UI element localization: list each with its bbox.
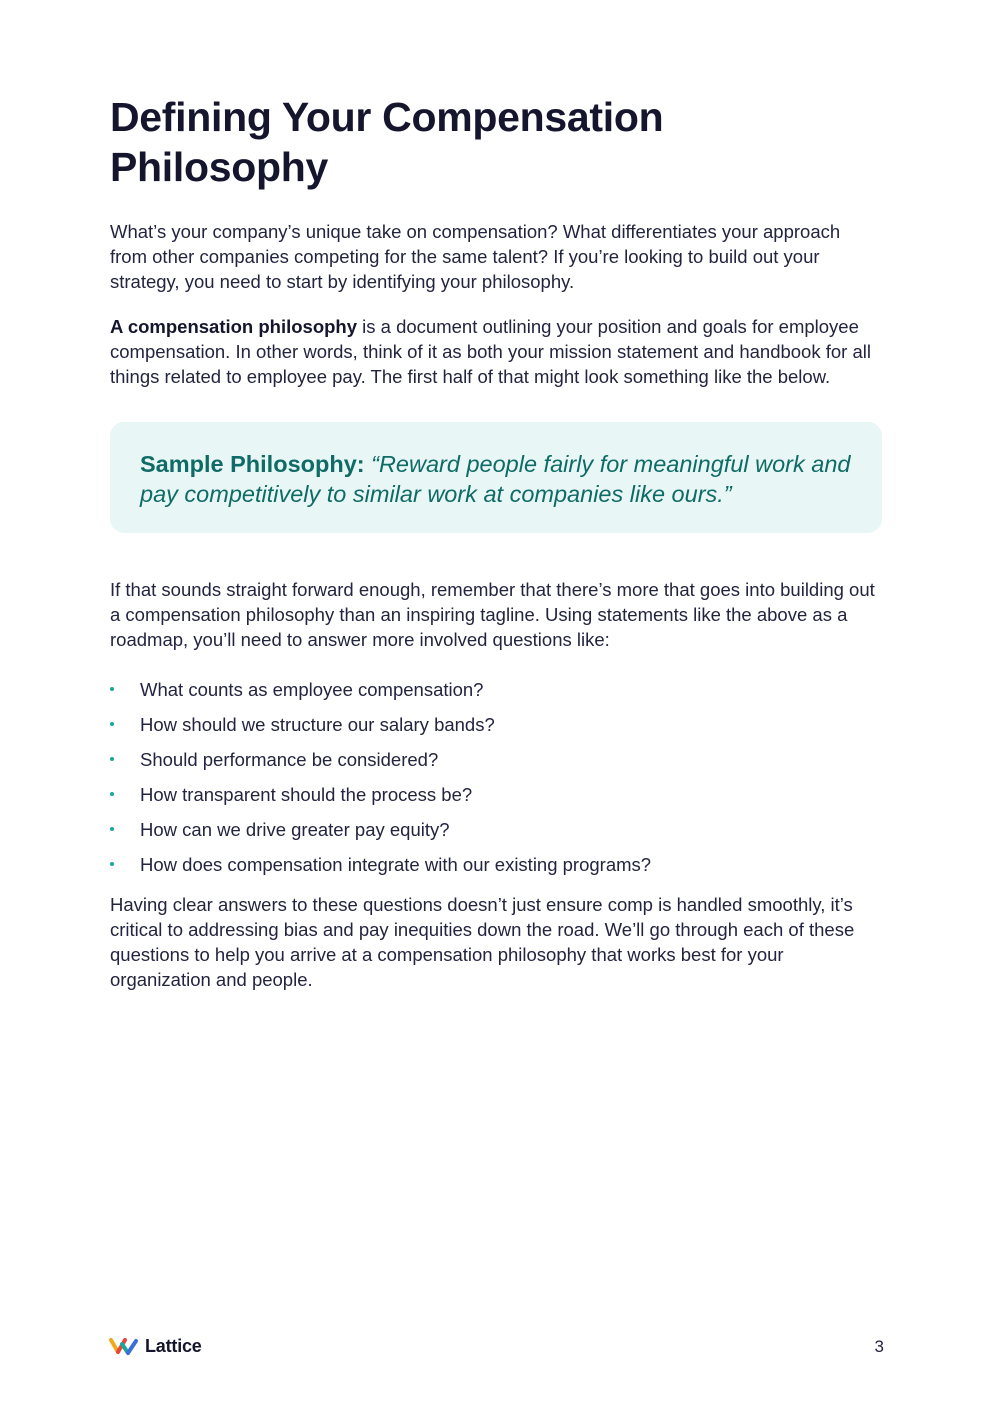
bullet-icon <box>110 862 114 866</box>
footer-logo <box>109 1334 202 1358</box>
question-text: How should we structure our salary bands? <box>140 714 495 735</box>
bullet-icon <box>110 687 114 691</box>
bullet-icon <box>110 827 114 831</box>
bullet-icon <box>110 757 114 761</box>
question-text: How can we drive greater pay equity? <box>140 819 450 840</box>
sample-philosophy-callout <box>110 422 882 533</box>
bullet-icon <box>110 722 114 726</box>
page-number: 3 <box>874 1337 884 1356</box>
list-item <box>110 712 882 737</box>
definition-text: is a document outlining your position and goals for employee compensation. In other words, think of it as both your mission statement and handbook for all things related to employee pay. The first half of that might look something like the below. <box>110 316 871 387</box>
page-title: Defining Your Compensation Philosophy <box>110 94 664 190</box>
definition-paragraph <box>110 314 882 389</box>
list-item <box>110 747 882 772</box>
brand-wordmark: Lattice <box>145 1335 202 1356</box>
question-text: How transparent should the process be? <box>140 784 473 805</box>
list-item <box>110 852 882 877</box>
document-page <box>110 92 882 992</box>
definition-term: A compensation philosophy <box>110 316 358 337</box>
question-text: What counts as employee compensation? <box>140 679 484 700</box>
question-text: How does compensation integrate with our existing programs? <box>140 854 652 875</box>
list-item <box>110 782 882 807</box>
lattice-logo-icon <box>109 1336 139 1356</box>
list-item <box>110 677 882 702</box>
list-item <box>110 817 882 842</box>
bullet-icon <box>110 792 114 796</box>
closing-paragraph: Having clear answers to these questions doesn’t just ensure comp is handled smoothly, it’s critical to addressing bias and pay inequities down the road. We’ll go through each of these questions to help you arrive at a compensation philosophy that works best for your organization and people. <box>110 894 855 990</box>
question-text: Should performance be considered? <box>140 749 439 770</box>
intro-paragraph: What’s your company’s unique take on compensation? What differentiates your approach from other companies competing for the same talent? If you’re looking to build out your strategy, you need to start by identifying your philosophy. <box>110 221 841 292</box>
questions-list <box>110 677 882 877</box>
followup-paragraph: If that sounds straight forward enough, remember that there’s more that goes into building out a compensation philosophy than an inspiring tagline. Using statements like the above as a roadmap, you’ll need to answer more involved questions like: <box>110 579 875 650</box>
callout-quote: “Reward people fairly for meaningful work and pay competitively to similar work at companies like ours.” <box>140 451 851 507</box>
callout-label: Sample Philosophy: <box>140 451 365 477</box>
